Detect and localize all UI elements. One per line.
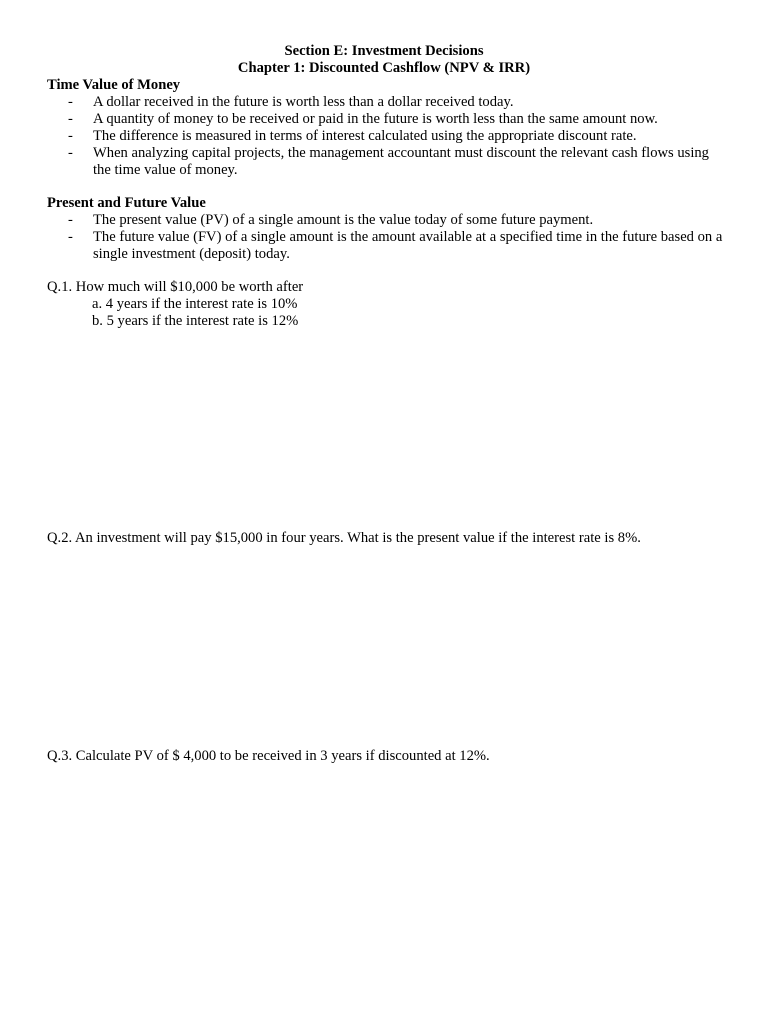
bullet-text: When analyzing capital projects, the management accountant must discount the relevant cash flows using the time value of money. (93, 145, 709, 178)
question-1-part-b: b. 5 years if the interest rate is 12% (92, 313, 299, 329)
present-future-heading: Present and Future Value (47, 195, 206, 211)
question-1-part-a: a. 4 years if the interest rate is 10% (92, 296, 298, 312)
bullet-dash: - (68, 94, 73, 110)
time-value-bullet-list (47, 94, 727, 179)
section-title: Section E: Investment Decisions (284, 43, 484, 59)
list-item (47, 145, 727, 179)
list-item (47, 229, 727, 263)
bullet-dash: - (68, 128, 73, 144)
time-value-heading: Time Value of Money (47, 77, 181, 93)
bullet-text: A quantity of money to be received or paid in the future is worth less than the same amount now. (93, 111, 658, 127)
bullet-dash: - (68, 145, 73, 161)
bullet-text: The present value (PV) of a single amount is the value today of some future payment. (93, 212, 594, 228)
bullet-text: The difference is measured in terms of interest calculated using the appropriate discount rate. (93, 128, 637, 144)
question-1: Q.1. How much will $10,000 be worth after (47, 279, 304, 295)
question-3: Q.3. Calculate PV of $ 4,000 to be received in 3 years if discounted at 12%. (47, 748, 490, 764)
list-item (47, 212, 727, 229)
present-future-bullet-list (47, 212, 727, 263)
list-item (47, 128, 727, 145)
bullet-text: A dollar received in the future is worth less than a dollar received today. (93, 94, 514, 110)
bullet-dash: - (68, 212, 73, 228)
bullet-dash: - (68, 111, 73, 127)
chapter-title: Chapter 1: Discounted Cashflow (NPV & IRR) (237, 60, 531, 76)
bullet-text: The future value (FV) of a single amount is the amount available at a specified time in the future based on a single investment (deposit) today. (93, 229, 723, 262)
bullet-dash: - (68, 229, 73, 245)
question-2: Q.2. An investment will pay $15,000 in four years. What is the present value if the interest rate is 8%. (47, 530, 641, 546)
list-item (47, 111, 727, 128)
list-item (47, 94, 727, 111)
